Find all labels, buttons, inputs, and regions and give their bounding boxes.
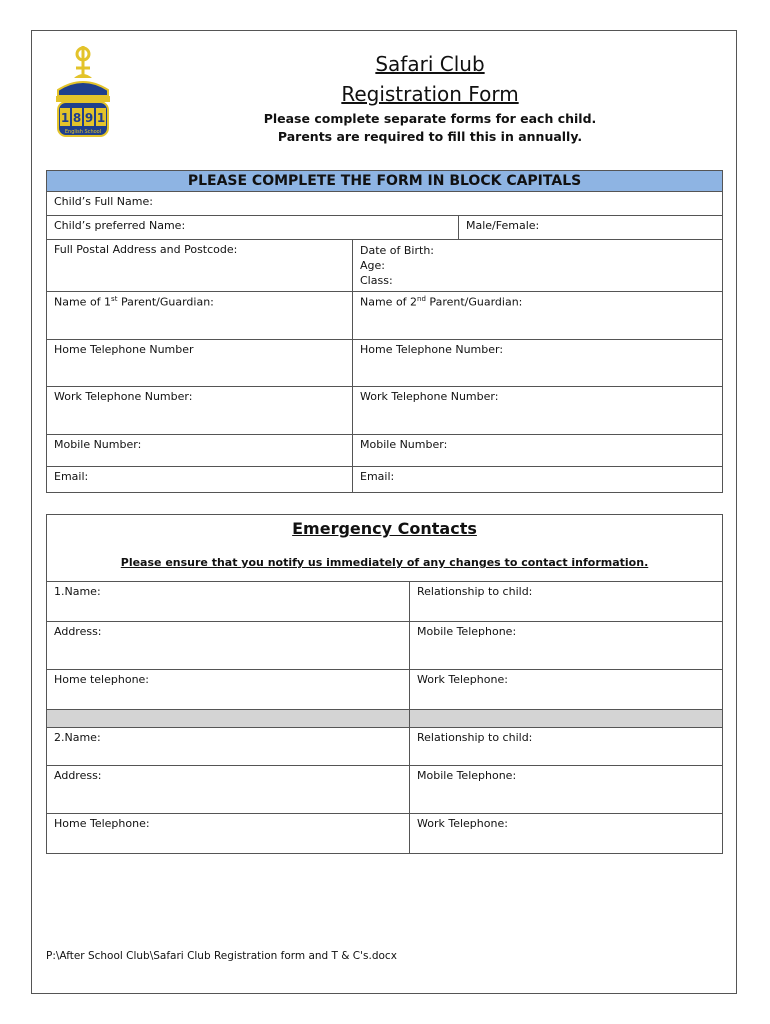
emergency-title: Emergency Contacts: [292, 519, 477, 538]
child-preferred-name-field[interactable]: Child’s preferred Name:: [47, 216, 459, 240]
parent2-work-tel-field[interactable]: Work Telephone Number:: [353, 387, 723, 435]
block-capitals-banner: PLEASE COMPLETE THE FORM IN BLOCK CAPITALS: [47, 171, 723, 192]
contact2-name-field[interactable]: 2.Name:: [47, 728, 410, 766]
separator-left: [47, 710, 410, 728]
parent1-label-sup: st: [111, 295, 118, 303]
parent2-email-field[interactable]: Email:: [353, 467, 723, 493]
contact1-work-tel-field[interactable]: Work Telephone:: [410, 670, 723, 710]
contact1-name-field[interactable]: 1.Name:: [47, 582, 410, 622]
school-logo: [52, 44, 114, 152]
contact2-address-field[interactable]: Address:: [47, 766, 410, 814]
parent1-mobile-field[interactable]: Mobile Number:: [47, 435, 353, 467]
contact1-home-tel-field[interactable]: Home telephone:: [47, 670, 410, 710]
page-title: Safari Club: [375, 52, 485, 76]
dob-label: Date of Birth:: [360, 244, 435, 257]
gender-field[interactable]: Male/Female:: [459, 216, 723, 240]
parent2-name-field[interactable]: [353, 292, 723, 340]
logo-digit-1b: 1: [96, 111, 106, 125]
logo-caption: English School: [64, 129, 102, 135]
contact1-relationship-field[interactable]: Relationship to child:: [410, 582, 723, 622]
parent2-label-sup: nd: [417, 295, 426, 303]
parent1-work-tel-field[interactable]: Work Telephone Number:: [47, 387, 353, 435]
parent1-label-post: Parent/Guardian:: [117, 295, 214, 309]
instruction-separate-forms: Please complete separate forms for each child.: [263, 111, 597, 126]
parent1-home-tel-field[interactable]: Home Telephone Number: [47, 340, 353, 387]
child-details-table: [46, 170, 723, 493]
parent1-label-pre: Name of 1: [54, 295, 112, 309]
contact1-address-field[interactable]: Address:: [47, 622, 410, 670]
separator-right: [410, 710, 723, 728]
parent2-home-tel-field[interactable]: Home Telephone Number:: [353, 340, 723, 387]
instruction-annual: Parents are required to fill this in annually.: [277, 129, 583, 144]
logo-digit-8: 8: [72, 111, 82, 125]
parent2-mobile-field[interactable]: Mobile Number:: [353, 435, 723, 467]
dob-age-class-field[interactable]: [353, 240, 723, 292]
child-full-name-field[interactable]: Child’s Full Name:: [47, 192, 723, 216]
parent2-label-pre: Name of 2: [360, 295, 418, 309]
contact2-relationship-field[interactable]: Relationship to child:: [410, 728, 723, 766]
contact2-home-tel-field[interactable]: Home Telephone:: [47, 814, 410, 854]
contact2-mobile-field[interactable]: Mobile Telephone:: [410, 766, 723, 814]
emergency-note: Please ensure that you notify us immediately of any changes to contact information.: [120, 556, 649, 569]
parent1-name-field[interactable]: [47, 292, 353, 340]
parent1-email-field[interactable]: Email:: [47, 467, 353, 493]
logo-digit-9: 9: [84, 111, 94, 125]
age-label: Age:: [360, 259, 385, 272]
file-path-footer: P:\After School Club\Safari Club Registration form and T & C's.docx: [46, 950, 397, 962]
contact2-work-tel-field[interactable]: Work Telephone:: [410, 814, 723, 854]
address-field[interactable]: Full Postal Address and Postcode:: [47, 240, 353, 292]
parent2-label-post: Parent/Guardian:: [425, 295, 523, 309]
logo-digit-1: 1: [60, 111, 70, 125]
class-label: Class:: [360, 274, 393, 287]
contact1-mobile-field[interactable]: Mobile Telephone:: [410, 622, 723, 670]
emergency-contacts-table: [46, 514, 723, 854]
emergency-header: [47, 515, 723, 582]
page-subtitle: Registration Form: [341, 82, 519, 106]
